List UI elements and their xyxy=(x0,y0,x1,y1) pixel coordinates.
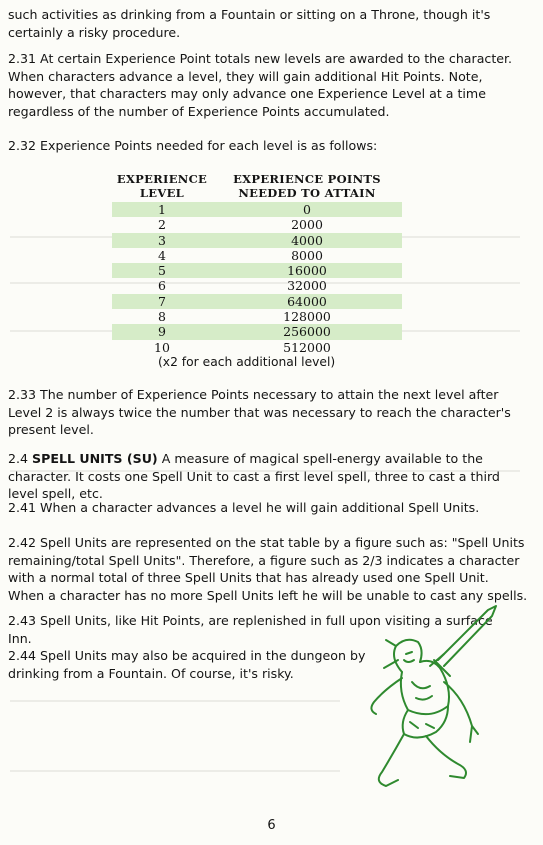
paragraph-2-32: 2.32 Experience Points needed for each level is as follows: xyxy=(8,138,378,153)
level-cell: 4 xyxy=(158,247,166,263)
table-row xyxy=(112,324,402,339)
table-row xyxy=(112,340,402,355)
section-definition: A measure of magical spell-energy available to the character. It costs one Spell Unit to cast a first level spell, three to cast a third level spell, etc. xyxy=(8,451,500,501)
bleed-through-line xyxy=(10,700,340,702)
header-experience-points: EXPERIENCE POINTS NEEDED TO ATTAIN xyxy=(233,172,381,200)
table-row xyxy=(112,278,402,293)
header-experience-level: EXPERIENCE LEVEL xyxy=(116,172,208,200)
section-term: SPELL UNITS (SU) xyxy=(32,451,158,466)
bleed-through-line xyxy=(10,770,340,772)
table-row xyxy=(112,233,402,248)
points-cell: 64000 xyxy=(287,293,327,309)
table-row xyxy=(112,309,402,324)
points-cell: 0 xyxy=(303,202,311,217)
points-cell: 16000 xyxy=(287,263,327,279)
troll-illustration xyxy=(360,602,510,802)
points-cell: 128000 xyxy=(283,309,331,325)
table-body xyxy=(112,202,402,355)
level-cell: 9 xyxy=(158,324,166,340)
paragraph-2-4 xyxy=(8,450,528,503)
paragraph-2-41: 2.41 When a character advances a level he will gain additional Spell Units. xyxy=(8,500,480,515)
paragraph-continued: such activities as drinking from a Fountain or sitting on a Throne, though it's certainly a risky procedure. xyxy=(8,7,491,40)
level-cell: 8 xyxy=(158,309,166,325)
paragraph-2-43: 2.43 Spell Units, like Hit Points, are replenished in full upon visiting a surface Inn. xyxy=(8,613,493,646)
points-cell: 8000 xyxy=(291,247,323,263)
level-cell: 5 xyxy=(158,263,166,279)
level-cell: 10 xyxy=(154,339,170,355)
points-cell: 32000 xyxy=(287,278,327,294)
level-cell: 3 xyxy=(158,232,166,248)
section-number: 2.4 xyxy=(8,451,29,466)
table-row xyxy=(112,294,402,309)
paragraph-2-42: 2.42 Spell Units are represented on the stat table by a figure such as: "Spell Units remaining/total Spell Units". Therefore, a figure such as 2/3 indicates a character with a normal total of three Spell Units that has already used one Spell Unit. When a character has no more Spell Units left he will be unable to cast any spells. xyxy=(8,535,528,603)
level-cell: 1 xyxy=(158,202,166,217)
page-number: 6 xyxy=(267,818,276,833)
table-row xyxy=(112,248,402,263)
points-cell: 512000 xyxy=(283,339,331,355)
table-row xyxy=(112,217,402,232)
points-cell: 256000 xyxy=(283,324,331,340)
table-footnote: (x2 for each additional level) xyxy=(158,355,336,369)
paragraph-2-33: 2.33 The number of Experience Points necessary to attain the next level after Level 2 is always twice the number that was necessary to reach the character's present level. xyxy=(8,387,511,437)
points-cell: 2000 xyxy=(291,217,323,233)
paragraph-2-44: 2.44 Spell Units may also be acquired in the dungeon by drinking from a Fountain. Of course, it's risky. xyxy=(8,648,366,681)
table-header xyxy=(112,172,402,202)
table-row xyxy=(112,263,402,278)
paragraph-2-31: 2.31 At certain Experience Point totals new levels are awarded to the character. When characters advance a level, they will gain additional Hit Points. Note, however, that characters may only advance one Experience Level at a time regardless of the number of Experience Points accumulated. xyxy=(8,51,513,119)
points-cell: 4000 xyxy=(291,232,323,248)
table-row xyxy=(112,202,402,217)
experience-table xyxy=(112,172,402,355)
level-cell: 6 xyxy=(158,278,166,294)
level-cell: 2 xyxy=(158,217,166,233)
level-cell: 7 xyxy=(158,293,166,309)
